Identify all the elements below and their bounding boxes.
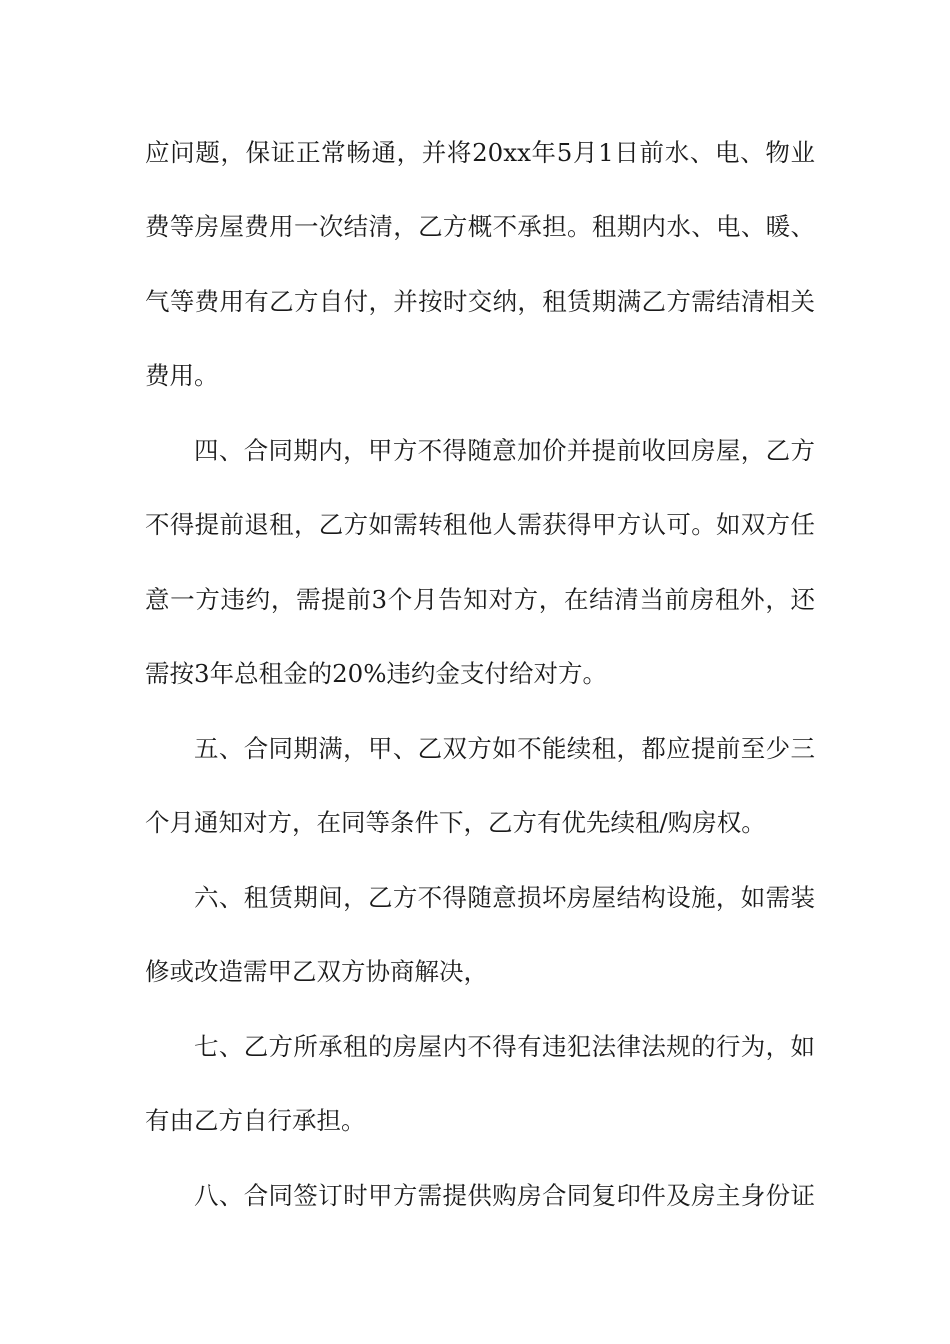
clause-4-line-3: 意一方违约，需提前3个月告知对方，在结清当前房租外，还 xyxy=(145,585,815,614)
clause-5-line-1: 五、合同期满，甲、乙双方如不能续租，都应提前至少三 xyxy=(194,734,815,763)
clause-6-line-1: 六、租赁期间，乙方不得随意损坏房屋结构设施，如需装 xyxy=(194,883,815,912)
clause-7-line-2: 有由乙方自行承担。 xyxy=(145,1106,366,1135)
paragraph-3-line-4: 费用。 xyxy=(145,361,219,390)
paragraph-3-line-3: 气等费用有乙方自付，并按时交纳，租赁期满乙方需结清相关 xyxy=(145,287,815,316)
clause-7-line-1: 七、乙方所承租的房屋内不得有违犯法律法规的行为，如 xyxy=(194,1032,815,1061)
clause-8-line-1: 八、合同签订时甲方需提供购房合同复印件及房主身份证 xyxy=(194,1181,815,1210)
clause-4-line-4: 需按3年总租金的20%违约金支付给对方。 xyxy=(145,659,608,688)
clause-4-line-2: 不得提前退租，乙方如需转租他人需获得甲方认可。如双方任 xyxy=(145,510,815,539)
clause-6-line-2: 修或改造需甲乙双方协商解决， xyxy=(145,957,488,986)
clause-4-line-1: 四、合同期内，甲方不得随意加价并提前收回房屋，乙方 xyxy=(194,436,815,465)
paragraph-3-line-1: 应问题，保证正常畅通，并将20xx年5月1日前水、电、物业 xyxy=(145,138,815,167)
paragraph-3-line-2: 费等房屋费用一次结清，乙方概不承担。租期内水、电、暖、 xyxy=(145,212,815,241)
clause-5-line-2: 个月通知对方，在同等条件下，乙方有优先续租/购房权。 xyxy=(145,808,766,837)
